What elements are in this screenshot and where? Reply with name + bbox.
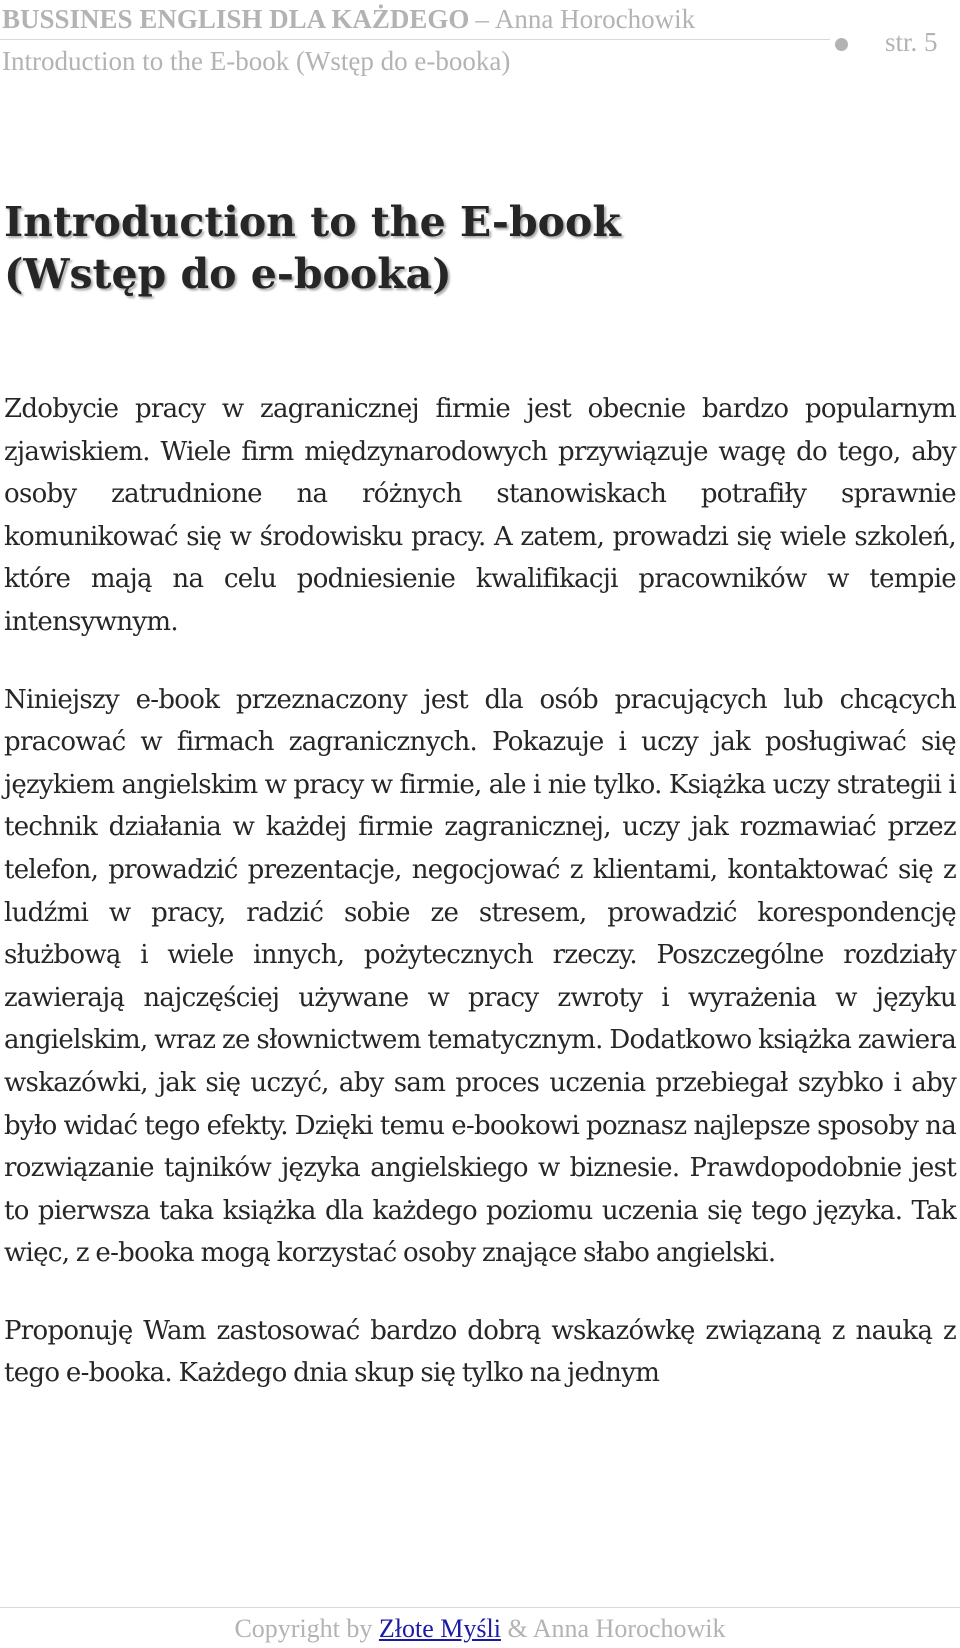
paragraph-2: Niniejszy e-book przeznaczony jest dla osób pracujących lub chcących pracować w firmach zagranicznych. Pokazuje i uczy jak posługiwać się językiem angielskim w pracy w firmie, ale i nie tylko. Książka uczy strategii i technik działania w każdej firmie zagranicznej, uczy jak rozmawiać przez telefon, prowadzić prezentacje, negocjować z klientami, kontaktować się z ludźmi w pracy, radzić sobie ze stresem, prowadzić korespondencję służbową i wiele innych, pożytecznych rzeczy. Poszczególne rozdziały zawierają najczęściej używane w pracy zwroty i wyrażenia w języku angielskim, wraz ze słownictwem tematycznym. Dodatkowo książka zawiera wskazówki, jak się uczyć, aby sam proces uczenia przebiegał szybko i aby było widać tego efekty. Dzięki temu e-bookowi poznasz najlepsze sposoby na rozwiązanie tajników języka angielskiego w biznesie. Prawdopodobnie jest to pierwsza taka książka dla każdego poziomu uczenia się tego języka. Tak więc, z e-booka mogą korzystać osoby znające słabo angielski. xyxy=(4,684,956,1269)
publisher-link[interactable]: Złote Myśli xyxy=(378,1614,501,1643)
header-book-title: BUSSINES ENGLISH DLA KAŻDEGO xyxy=(2,4,470,34)
footer-copyright-suffix: & Anna Horochowik xyxy=(507,1614,726,1643)
paragraph-1: Zdobycie pracy w zagranicznej firmie jest obecnie bardzo popularnym zjawiskiem. Wiele firm międzynarodowych przywiązuje wagę do tego, aby osoby zatrudnione na różnych stanowiskach potrafiły sprawnie komunikować się w środowisku pracy. A zatem, prowadzi się wiele szkoleń, które mają na celu podniesienie kwalifikacji pracowników w tempie intensywnym. xyxy=(4,394,956,637)
header-chapter-title: Introduction to the E-book (Wstęp do e-booka) xyxy=(2,46,511,76)
header-separator: – xyxy=(475,4,489,34)
header-book-line xyxy=(2,4,695,34)
header-divider xyxy=(0,39,830,40)
header-author: Anna Horochowik xyxy=(494,4,696,34)
running-footer xyxy=(0,1614,960,1644)
footer-copyright-prefix: Copyright by xyxy=(234,1614,373,1643)
chapter-heading-line-2: (Wstęp do e-booka) xyxy=(4,250,452,298)
running-header xyxy=(0,0,960,80)
chapter-heading-line-1: Introduction to the E-book xyxy=(4,198,621,246)
bullet-icon xyxy=(835,38,848,51)
paragraph-3: Proponuję Wam zastosować bardzo dobrą wskazówkę związaną z nauką z tego e-booka. Każdego dnia skup się tylko na jednym xyxy=(4,1315,956,1389)
footer-divider xyxy=(0,1607,960,1608)
chapter-heading xyxy=(4,196,904,300)
page-number: str. 5 xyxy=(885,27,938,57)
body-text xyxy=(4,388,956,1430)
